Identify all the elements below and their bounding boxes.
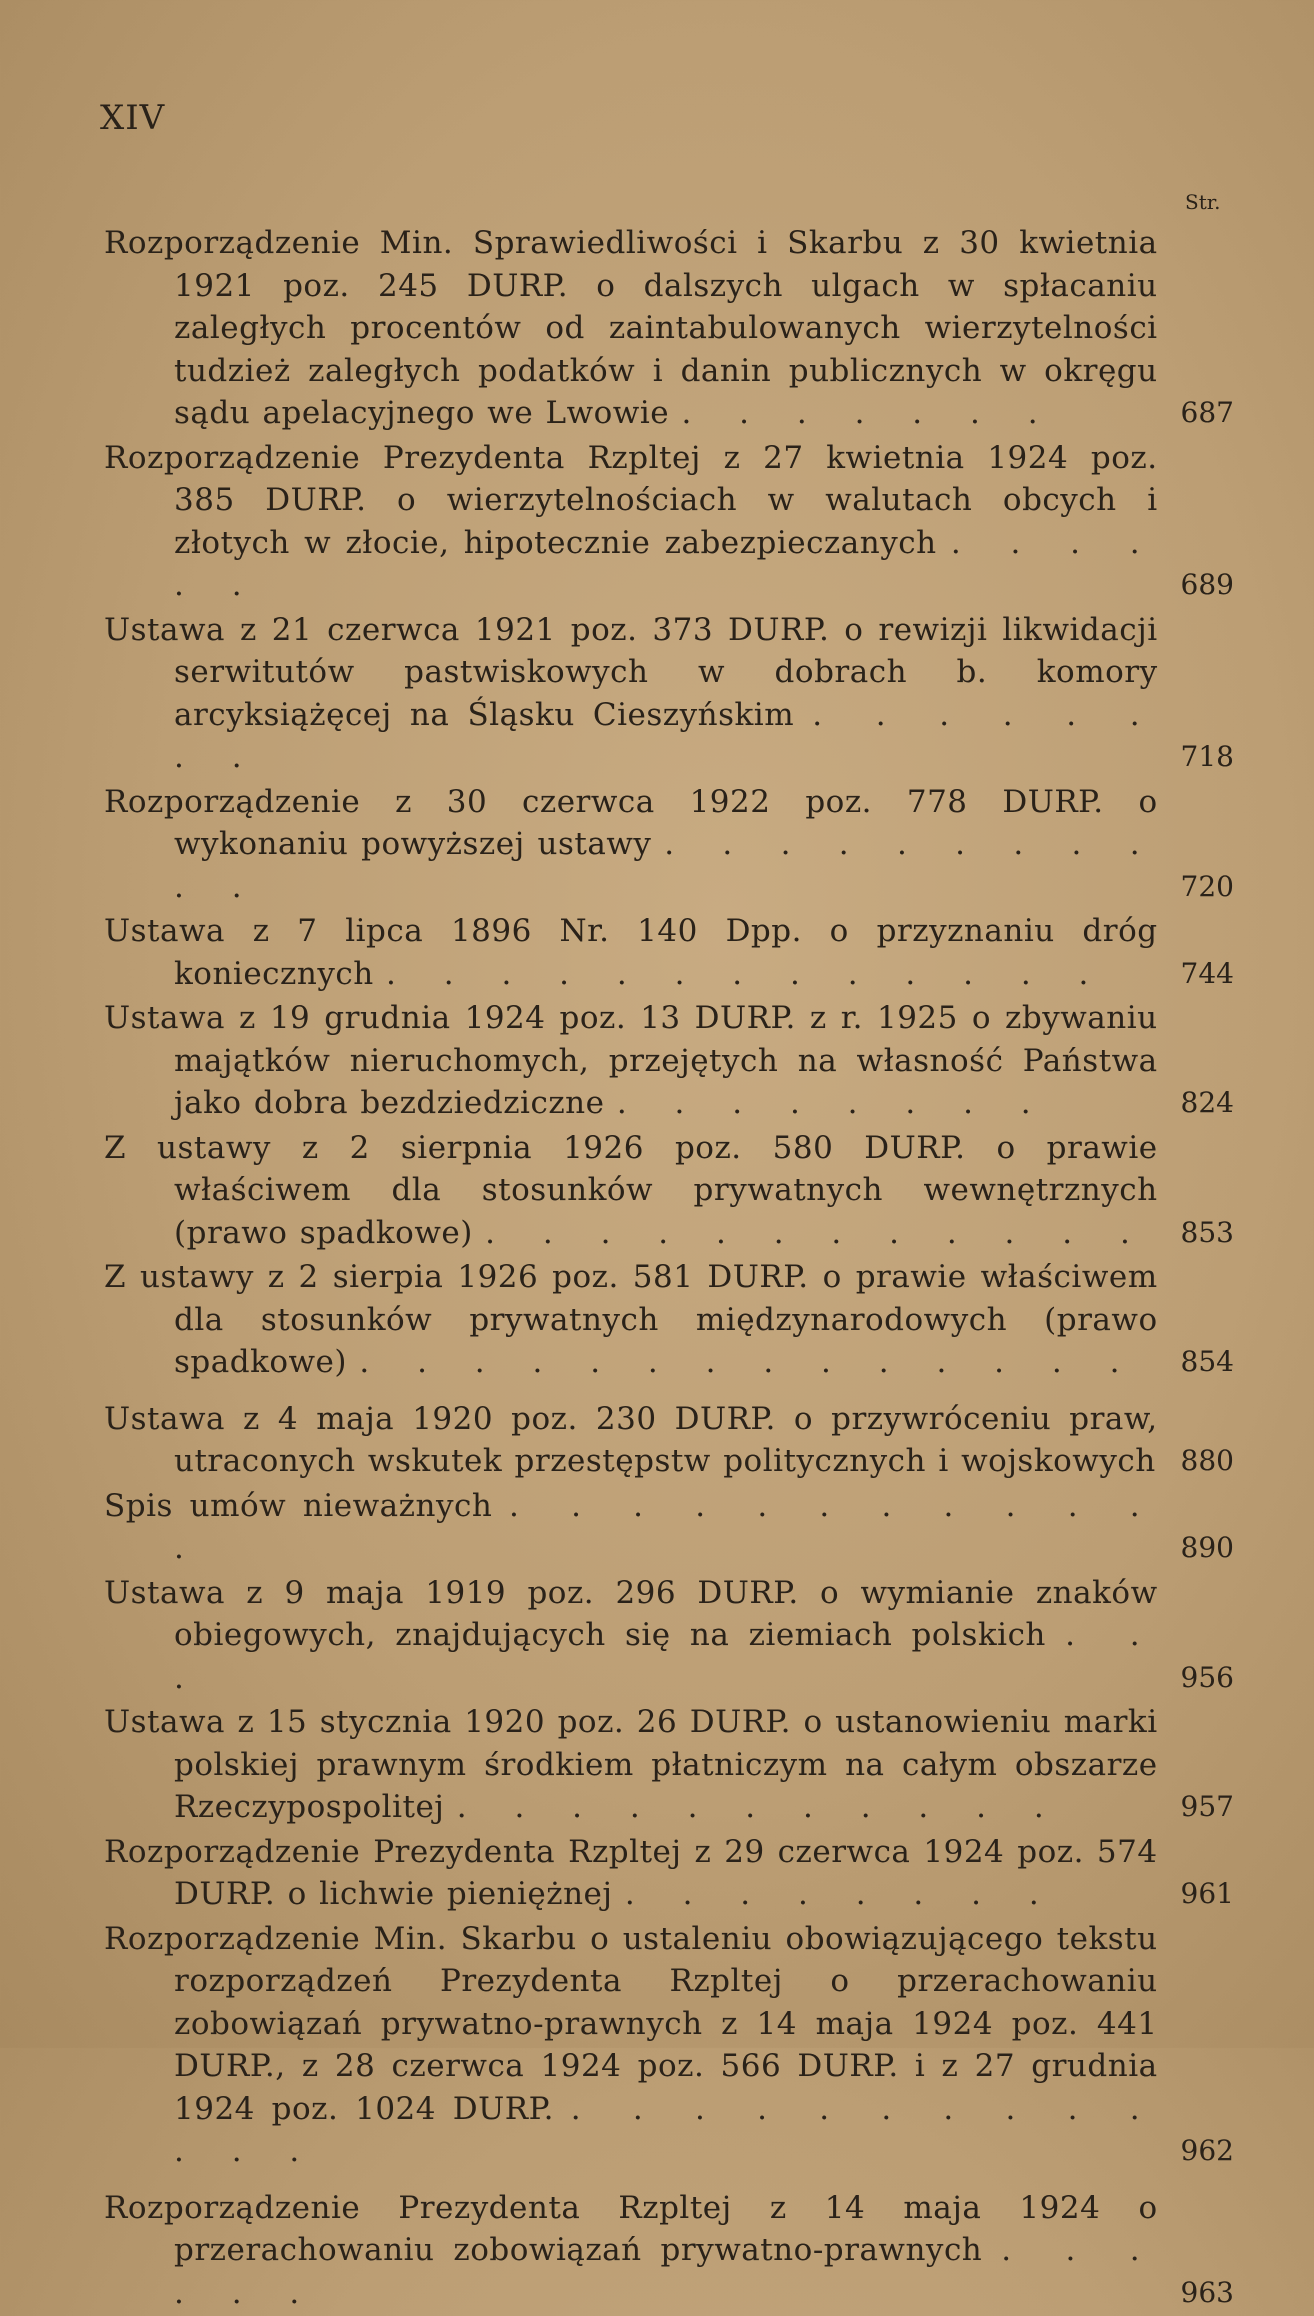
dot-leader: . . . . . . . [681,395,1056,431]
toc-entry-title: Ustawa z 9 maja 1919 poz. 296 DURP. o wymianie znaków obiegowych, znajdujących się na ziemiach polskich [104,1574,1158,1653]
toc-entry-page: 853 [1180,1215,1234,1249]
toc-entry-title: Rozporządzenie Min. Sprawiedliwości i Skarbu z 30 kwietnia 1921 poz. 245 DURP. o dalszych ulgach w spłacaniu zaległych procentów od zaintabulowanych wierzytelności tudzież zaległych podatków i danin publicznych w okręgu sądu apelacyjnego we Lwowie [104,225,1158,431]
toc-entry [104,437,1234,607]
toc-entry-title: Ustawa z 7 lipca 1896 Nr. 140 Dpp. o przyznaniu dróg koniecznych [104,913,1158,992]
toc-entry [104,1485,1234,1570]
toc-entry-text [104,997,1158,1125]
toc-entry [104,1256,1234,1384]
toc-entry-text [104,437,1158,607]
toc-entry-title: Z ustawy z 2 sierpia 1926 poz. 581 DURP. o prawie właściwem dla stosunków prywatnych międzynarodowych (prawo spadkowe) [104,1259,1158,1380]
toc-entry-text [104,1127,1158,1255]
toc-entry [104,1701,1234,1829]
toc-entry-page: 687 [1180,396,1234,429]
toc-entry-text [104,1701,1158,1829]
toc-entry-page: 718 [1180,740,1234,773]
dot-leader: . . . . . . . . . . . [456,1789,1062,1825]
toc-entry [104,222,1234,435]
toc-entry-title: Spis umów nieważnych [104,1487,493,1524]
dot-leader: . . . . . . . . . . . [174,826,1158,905]
toc-entry-title: Rozporządzenie z 30 czerwca 1922 poz. 778 DURP. o wykonaniu powyższej ustawy [104,783,1158,862]
toc-entry-page: 720 [1180,869,1234,903]
toc-entry-title: Ustawa z 21 czerwca 1921 poz. 373 DURP. o rewizji likwidacji serwitutów pastwiskowych w dobrach b. komory arcyksiążęcej na Śląsku Cieszyńskim [104,611,1158,733]
toc-entry-page: 890 [1180,1531,1234,1564]
toc-entry-text [104,781,1158,909]
toc-entry-page: 963 [1180,2275,1234,2309]
toc-entry [104,2187,1234,2315]
toc-entry-title: Rozporządzenie Prezydenta Rzpltej z 27 kwietnia 1924 poz. 385 DURP. o wierzytelnościach w walutach obcych i złotych w złocie, hipotecznie zabezpieczanych [104,439,1158,561]
toc-entry-text [104,1256,1158,1384]
toc-entry-page: 957 [1180,1790,1234,1823]
toc-entry-text [104,1398,1158,1483]
toc-entry-text [104,609,1158,779]
toc-entry [104,1831,1234,1916]
toc-entry-text [104,910,1158,995]
toc-entry [104,781,1234,909]
toc-entry-page: 744 [1180,956,1234,990]
toc-entry-text [104,2187,1158,2315]
toc-entry-page: 880 [1180,1444,1234,1477]
dot-leader: . . . . . . . . [616,1085,1049,1121]
dot-leader: . . . . . . . . . . . . [174,1487,1158,1566]
dot-leader: . . . . . . . . . . . . . . [359,1344,1138,1380]
toc-entry-title: Ustawa z 15 stycznia 1920 poz. 26 DURP. o ustanowieniu marki polskiej prawnym środkiem płatniczym na całym obszarze Rzeczypospolitej [104,1704,1158,1825]
dot-leader: . . . . . . . . . . . . . [386,955,1107,992]
dot-leader: . . . . . . . . [174,696,1158,775]
dot-leader: . . . . . . . . . . . . . [174,2090,1158,2169]
toc-entry [104,997,1234,1125]
toc-entry-text [104,1485,1158,1570]
toc-entry-title: Ustawa z 19 grudnia 1924 poz. 13 DURP. z r. 1925 o zbywaniu majątków nieruchomych, przejętych na własność Państwa jako dobra bezdziedziczne [104,1000,1158,1121]
toc-entry-page: 956 [1180,1660,1234,1694]
toc-entry [104,1572,1234,1700]
toc-entry-page: 689 [1180,568,1234,601]
dot-leader: . . . . . . [174,2232,1158,2311]
dot-leader: . . . . . . . . . . . . [485,1214,1148,1251]
toc-entry-title: Ustawa z 4 maja 1920 poz. 230 DURP. o przywróceniu praw, utraconych wskutek przestępstw politycznych i wojskowych [104,1400,1158,1479]
toc-entry [104,609,1234,779]
dot-leader: . . . [174,1617,1158,1696]
toc-entry-text [104,1918,1158,2173]
toc-entry-title: Rozporządzenie Prezydenta Rzpltej z 29 czerwca 1924 poz. 574 DURP. o lichwie pieniężnej [104,1833,1158,1912]
page-number: XIV [100,98,166,138]
toc-entry-title: Rozporządzenie Min. Skarbu o ustaleniu obowiązującego tekstu rozporządzeń Prezydenta Rzpltej o przerachowaniu zobowiązań prywatno-prawnych z 14 maja 1924 poz. 441 DURP., z 28 czerwca 1924 poz. 566 DURP. i z 27 grudnia 1924 poz. 1024 DURP. [104,1920,1158,2127]
toc-entry-page: 854 [1180,1345,1234,1378]
toc-entry-text [104,1831,1158,1916]
toc-entry-title: Z ustawy z 2 sierpnia 1926 poz. 580 DURP. o prawie właściwem dla stosunków prywatnych wewnętrznych (prawo spadkowe) [104,1129,1158,1251]
toc-entry [104,1398,1234,1483]
toc-entry [104,910,1234,995]
toc-entry [104,1918,1234,2173]
toc-entry-text [104,1572,1158,1700]
toc-entry-text [104,222,1158,435]
toc-entry-page: 961 [1180,1877,1234,1910]
toc-entry [104,1127,1234,1255]
dot-leader: . . . . . . [174,524,1158,603]
page-column-label: Str. [1185,190,1221,214]
dot-leader: . . . . . . . . [624,1876,1057,1912]
toc-entry-page: 962 [1180,2134,1234,2167]
table-of-contents [104,222,1234,2316]
toc-entry-title: Rozporządzenie Prezydenta Rzpltej z 14 maja 1924 o przerachowaniu zobowiązań prywatno-prawnych [104,2189,1158,2268]
toc-entry-page: 824 [1180,1086,1234,1119]
